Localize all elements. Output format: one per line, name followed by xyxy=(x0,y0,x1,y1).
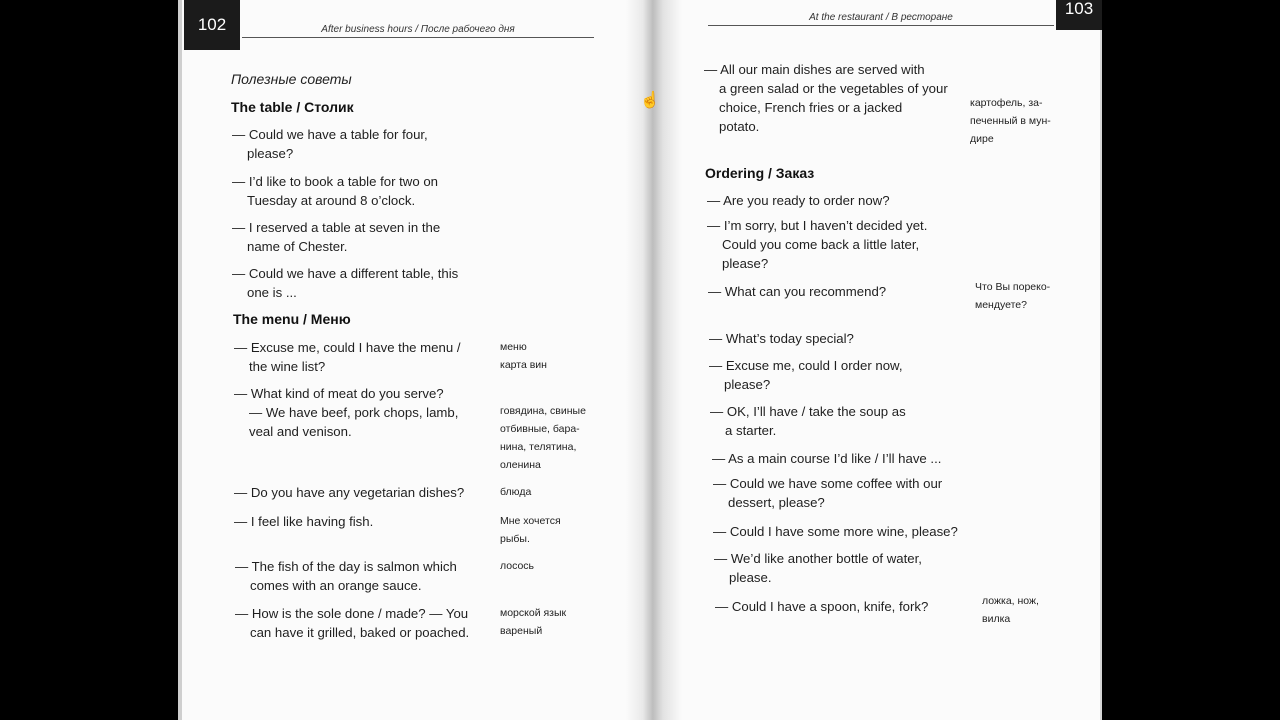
phrase-item xyxy=(234,512,373,531)
phrase-line: can have it grilled, baked or poached. xyxy=(250,625,470,640)
phrase-line: — The fish of the day is salmon which xyxy=(235,559,457,574)
phrase-line: — Could we have some coffee with our xyxy=(713,476,943,491)
gloss-line: мендуете? xyxy=(975,299,1027,311)
left-page-number: 102 xyxy=(184,0,240,50)
gloss-note xyxy=(500,483,531,501)
phrase-line: — All our main dishes are served with xyxy=(704,62,925,77)
phrase-line: Could you come back a little later, xyxy=(722,237,920,252)
phrase-line: dessert, please? xyxy=(728,495,825,510)
phrase-line: — What can you recommend? xyxy=(708,284,887,299)
phrase-item xyxy=(232,264,458,302)
phrase-line: please. xyxy=(729,570,772,585)
left-running-head: After business hours / После рабочего дня xyxy=(242,24,594,38)
gloss-line: вилка xyxy=(982,613,1011,625)
phrase-line: — We have beef, pork chops, lamb, xyxy=(249,405,459,420)
gloss-line: Что Вы пореко- xyxy=(975,281,1051,293)
section-heading-menu: The menu / Меню xyxy=(233,311,351,327)
phrase-line: — We’d like another bottle of water, xyxy=(714,551,922,566)
phrase-line: — I feel like having fish. xyxy=(234,514,374,529)
gloss-line: оленина xyxy=(500,459,541,471)
phrase-line: a green salad or the vegetables of your xyxy=(719,81,948,96)
gloss-line: ложка, нож, xyxy=(982,595,1039,607)
phrase-line: — I reserved a table at seven in the xyxy=(232,220,441,235)
gloss-note xyxy=(975,278,1050,314)
gloss-note xyxy=(982,592,1039,628)
tips-title: Полезные советы xyxy=(231,71,352,87)
phrase-line: choice, French fries or a jacked xyxy=(719,100,903,115)
gloss-line: картофель, за- xyxy=(970,97,1043,109)
gloss-line: морской язык xyxy=(500,607,567,619)
phrase-item xyxy=(707,191,890,210)
phrase-line: a starter. xyxy=(725,423,777,438)
phrase-line: comes with an orange sauce. xyxy=(250,578,422,593)
gloss-line: меню xyxy=(500,341,527,353)
gloss-line: говядина, свиные xyxy=(500,405,586,417)
phrase-line: Tuesday at around 8 o’clock. xyxy=(247,193,416,208)
phrase-item xyxy=(709,329,854,348)
phrase-item xyxy=(713,522,958,541)
phrase-line: potato. xyxy=(719,119,760,134)
phrase-line: — What’s today special? xyxy=(709,331,854,346)
gloss-line: вареный xyxy=(500,625,543,637)
phrase-line: — OK, I’ll have / take the soup as xyxy=(710,404,906,419)
gloss-line: Мне хочется xyxy=(500,515,561,527)
phrase-item xyxy=(707,216,927,273)
phrase-item xyxy=(232,218,440,256)
phrase-line: — I’d like to book a table for two on xyxy=(232,174,438,189)
phrase-item xyxy=(234,338,461,376)
gloss-note xyxy=(500,402,586,474)
phrase-line: veal and venison. xyxy=(249,424,352,439)
phrase-item xyxy=(232,172,438,210)
gloss-note xyxy=(500,338,547,374)
phrase-line: one is ... xyxy=(247,285,297,300)
phrase-item xyxy=(704,60,948,136)
phrase-item xyxy=(709,356,903,394)
phrase-line: — How is the sole done / made? — You xyxy=(235,606,469,621)
gloss-line: отбивные, бара- xyxy=(500,423,580,435)
phrase-line: — Do you have any vegetarian dishes? xyxy=(234,485,465,500)
gloss-note xyxy=(970,94,1051,148)
phrase-line: the wine list? xyxy=(249,359,326,374)
phrase-line: please? xyxy=(247,146,294,161)
phrase-line: — Could I have a spoon, knife, fork? xyxy=(715,599,929,614)
phrase-item xyxy=(713,474,942,512)
phrase-item xyxy=(235,604,469,642)
gloss-line: рыбы. xyxy=(500,533,530,545)
gloss-line: печенный в мун- xyxy=(970,115,1051,127)
hand-cursor-icon: ☝ xyxy=(640,92,660,109)
phrase-line: please? xyxy=(722,256,769,271)
gloss-note xyxy=(500,604,566,640)
right-running-head: At the restaurant / В ресторане xyxy=(708,12,1054,26)
gloss-line: лосось xyxy=(500,560,535,572)
gloss-note xyxy=(500,557,534,575)
phrase-line: please? xyxy=(724,377,771,392)
phrase-item xyxy=(232,125,428,163)
phrase-item xyxy=(234,483,464,502)
phrase-item xyxy=(710,402,906,440)
phrase-line: — Are you ready to order now? xyxy=(707,193,890,208)
page-edge xyxy=(1100,0,1102,720)
phrase-line: — Excuse me, could I have the menu / xyxy=(234,340,461,355)
right-page-number: 103 xyxy=(1056,0,1102,30)
phrase-item xyxy=(708,282,886,301)
section-heading-table: The table / Столик xyxy=(231,99,354,115)
phrase-line: name of Chester. xyxy=(247,239,348,254)
phrase-line: — Could we have a different table, this xyxy=(232,266,459,281)
phrase-line: — Could I have some more wine, please? xyxy=(713,524,958,539)
page-edge xyxy=(178,0,182,720)
phrase-item xyxy=(235,557,457,595)
gloss-line: нина, телятина, xyxy=(500,441,577,453)
phrase-item xyxy=(234,384,458,441)
phrase-line: — As a main course I’d like / I’ll have ... xyxy=(712,451,942,466)
gloss-note xyxy=(500,512,561,548)
phrase-line: — I’m sorry, but I haven’t decided yet. xyxy=(707,218,928,233)
phrase-item xyxy=(714,549,922,587)
gloss-line: дире xyxy=(970,133,994,145)
phrase-item xyxy=(715,597,928,616)
phrase-line: — What kind of meat do you serve? xyxy=(234,386,444,401)
phrase-line: — Could we have a table for four, xyxy=(232,127,428,142)
section-heading-ordering: Ordering / Заказ xyxy=(705,165,815,181)
phrase-item xyxy=(712,449,941,468)
gloss-line: карта вин xyxy=(500,359,547,371)
gloss-line: блюда xyxy=(500,486,532,498)
phrase-line: — Excuse me, could I order now, xyxy=(709,358,903,373)
